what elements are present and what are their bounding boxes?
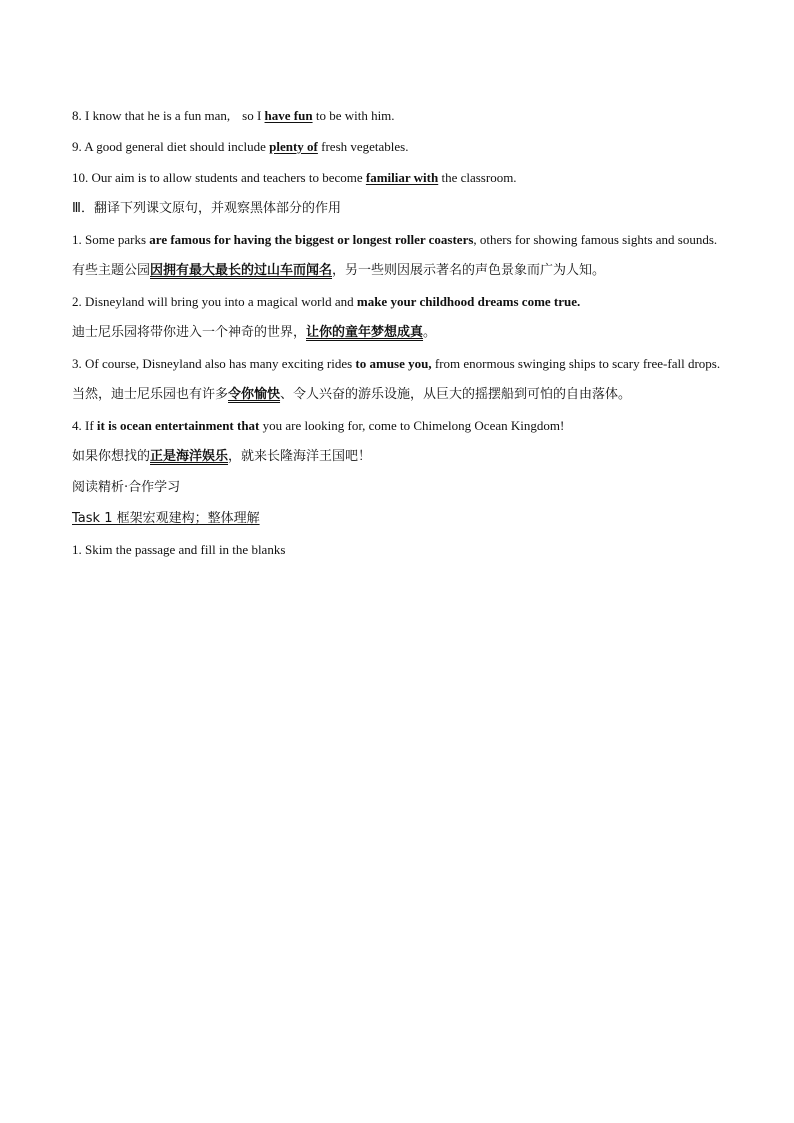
exercise-9-answer: plenty of <box>269 139 318 154</box>
exercise-8-answer: have fun <box>264 108 313 123</box>
sentence-4-bold: it is ocean entertainment that <box>96 418 260 433</box>
sentence-3-text-end: from enormous swinging ships to scary free-fall drops. <box>431 356 721 371</box>
sentence-2-zh-text: 迪士尼乐园将带你进入一个神奇的世界， <box>72 325 307 340</box>
sentence-4-zh-text: 如果你想找的 <box>72 449 151 464</box>
sentence-3-text: 3. Of course, Disneyland also has many exciting rides <box>72 356 353 371</box>
sentence-2-zh-text-end: 。 <box>423 325 437 340</box>
sentence-4-en <box>72 410 722 441</box>
exercise-8-text: 8. I know that he is a fun man, <box>72 108 231 123</box>
sentence-1-zh-text-end: ，另一些则因展示著名的声色景象而广为人知。 <box>332 263 606 278</box>
sentence-4-zh-answer: 正是海洋娱乐 <box>150 449 229 464</box>
sentence-3-bold: to amuse you, <box>355 356 432 371</box>
sentence-1-en <box>72 224 722 255</box>
exercise-8-text-end: to be with him. <box>315 108 395 123</box>
task-1-heading: Task 1 框架宏观建构；整体理解 <box>72 511 260 526</box>
sentence-1-zh-text: 有些主题公园 <box>72 263 151 278</box>
sentence-1-text-end: , others for showing famous sights and sounds. <box>473 232 718 247</box>
sentence-4-text: 4. If <box>72 418 94 433</box>
sentence-1-zh <box>72 255 722 286</box>
sentence-3-zh-answer: 令你愉快 <box>228 387 281 402</box>
sentence-3-zh-text: 当然，迪士尼乐园也有许多 <box>72 387 229 402</box>
exercise-9-text: 9. A good general diet should include <box>72 139 266 154</box>
sentence-3-en <box>72 348 722 379</box>
sentence-1-text: 1. Some parks <box>72 232 147 247</box>
document-page <box>72 100 722 565</box>
exercise-8-text-mid: so I <box>242 108 262 123</box>
task-1-item-1: 1. Skim the passage and fill in the blanks <box>72 542 286 557</box>
sentence-2-en <box>72 286 722 317</box>
sentence-1-bold: are famous for having the biggest or longest roller coasters <box>149 232 474 247</box>
exercise-8 <box>72 100 722 131</box>
sentence-2-zh-answer: 让你的童年梦想成真 <box>306 325 424 340</box>
sentence-1-zh-answer: 因拥有最大最长的过山车而闻名 <box>150 263 333 278</box>
sentence-4-zh-text-end: ，就来长隆海洋王国吧！ <box>228 449 372 464</box>
sentence-2-text: 2. Disneyland will bring you into a magical world and <box>72 294 354 309</box>
exercise-9 <box>72 131 722 162</box>
exercise-9-text-end: fresh vegetables. <box>321 139 409 154</box>
exercise-10-text-end: the classroom. <box>441 170 517 185</box>
sentence-4-zh <box>72 441 722 472</box>
reading-heading: 阅读精析·合作学习 <box>72 480 181 495</box>
exercise-10-answer: familiar with <box>365 170 439 185</box>
exercise-10 <box>72 162 722 193</box>
sentence-3-zh-text-end: 、令人兴奋的游乐设施，从巨大的摇摆船到可怕的自由落体。 <box>280 387 632 402</box>
sentence-2-zh <box>72 317 722 348</box>
exercise-10-text: 10. Our aim is to allow students and teachers to become <box>72 170 363 185</box>
sentence-4-text-end: you are looking for, come to Chimelong Ocean Kingdom! <box>262 418 565 433</box>
section-3-heading: Ⅲ．翻译下列课文原句，并观察黑体部分的作用 <box>72 201 341 216</box>
sentence-3-zh <box>72 379 722 410</box>
sentence-2-bold: make your childhood dreams come true. <box>356 294 581 309</box>
